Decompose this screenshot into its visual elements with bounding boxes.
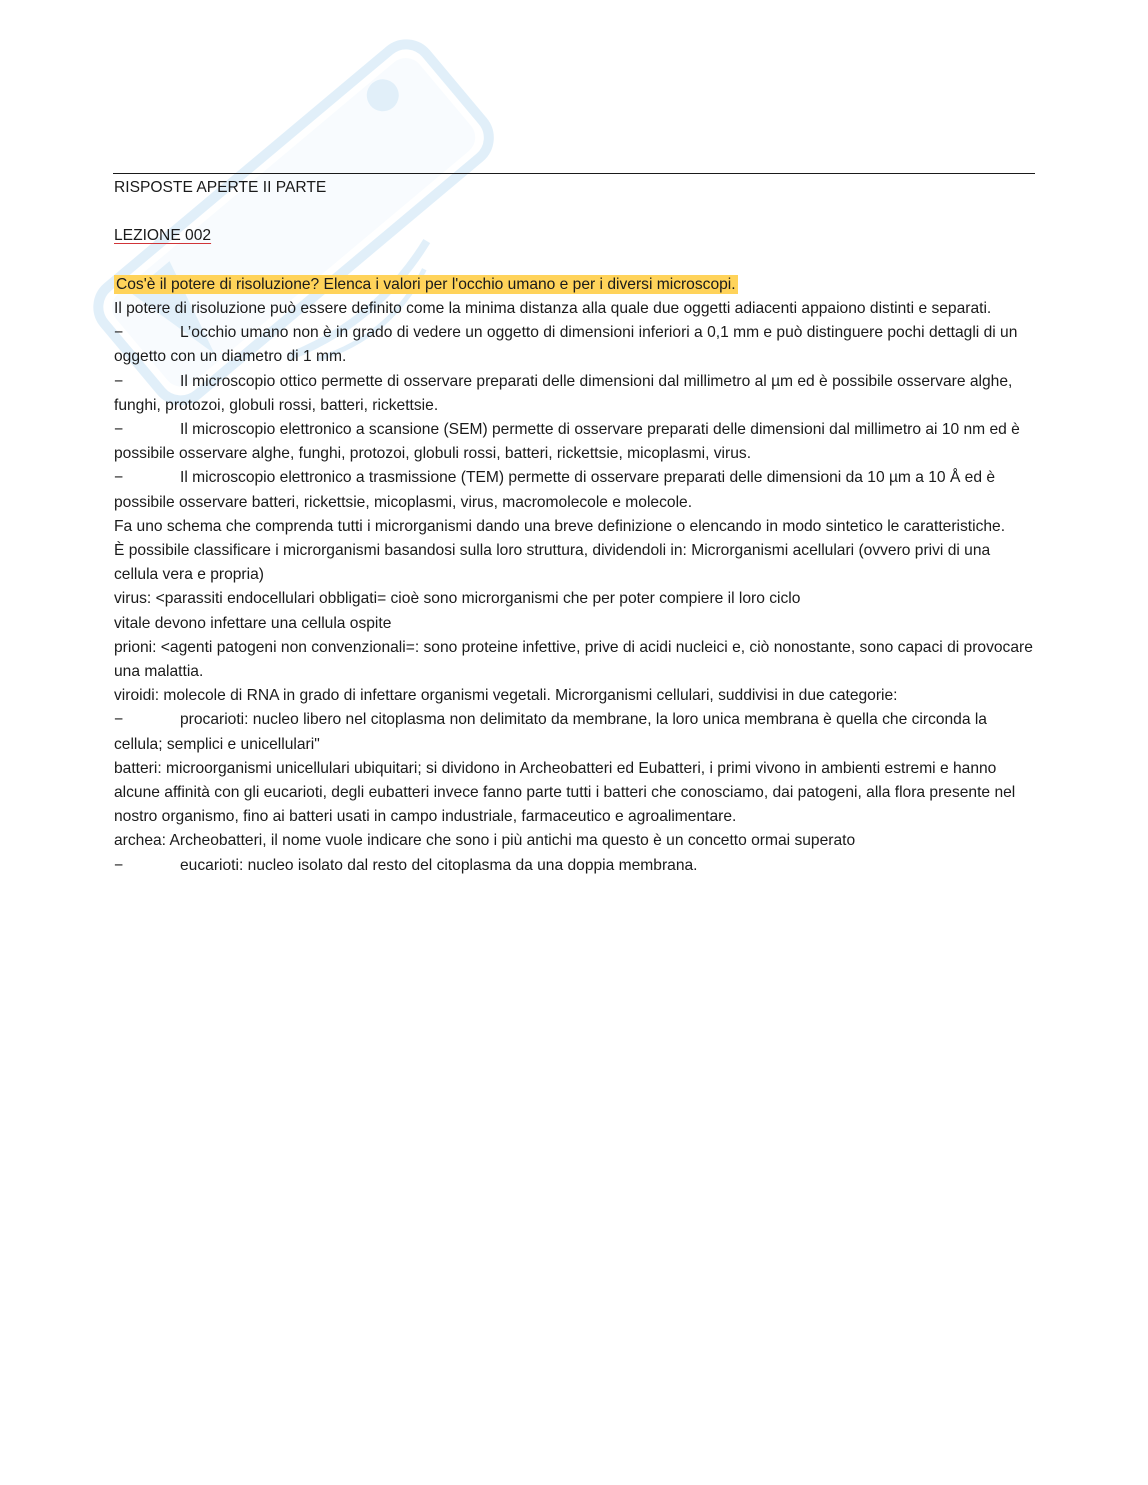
bullet-optical-text: Il microscopio ottico permette di osservare preparati delle dimensioni dal millimetro al µm ed è possibile osservare alghe, funghi, protozoi, globuli rossi, batteri, rickettsie.	[114, 372, 1013, 414]
bullet-dash: −	[114, 469, 124, 487]
paragraph-archea: archea: Archeobatteri, il nome vuole indicare che sono i più antichi ma questo è un concetto ormai superato	[114, 832, 856, 850]
paragraph-virus-2: vitale devono infettare una cellula ospite	[114, 614, 392, 632]
document-title: RISPOSTE APERTE II PARTE	[114, 179, 327, 196]
document-body	[114, 176, 1036, 878]
bullet-dash: −	[114, 856, 124, 874]
bullet-procarioti	[114, 708, 1036, 756]
bullet-eucarioti-text: eucarioti: nucleo isolato dal resto del citoplasma da una doppia membrana.	[180, 856, 698, 874]
header-rule	[113, 173, 1035, 174]
bullet-procarioti-text: procarioti: nucleo libero nel citoplasma non delimitato da membrane, la loro unica membrana è quella che circonda la cellula; semplici e unicellulari"	[114, 711, 987, 753]
bullet-dash: −	[114, 421, 124, 438]
bullet-tem	[114, 466, 1036, 514]
paragraph-virus-1: virus: <parassiti endocellulari obbligati= cioè sono microrganismi che per poter compiere il loro ciclo	[114, 590, 801, 608]
bullet-eucarioti	[114, 854, 1036, 878]
bullet-sem	[114, 418, 1036, 466]
bullet-eye	[114, 321, 1036, 369]
bullet-dash: −	[114, 711, 124, 729]
bullet-optical	[114, 370, 1036, 418]
lesson-heading: LEZIONE 002	[114, 227, 212, 245]
question-schema: Fa uno schema che comprenda tutti i microrganismi dando una breve definizione o elencando in modo sintetico le caratteristiche.	[114, 517, 1006, 535]
paragraph-prioni: prioni: <agenti patogeni non convenzionali=: sono proteine infettive, prive di acidi nucleici e, ciò nonostante, sono capaci di provocare una malattia.	[114, 638, 1033, 681]
question-resolution	[114, 273, 1036, 297]
paragraph-batteri: batteri: microorganismi unicellulari ubiquitari; si dividono in Archeobatteri ed Eubatteri, i primi vivono in ambienti estremi e hanno alcune affinità con gli eucarioti, degli eubatteri invece fanno parte tutti i batteri che conosciamo, dai patogeni, alla flora presente nel nostro organismo, fino ai batteri usati in campo industriale, farmaceutico e agroalimentare.	[114, 759, 1016, 826]
paragraph-viroidi: viroidi: molecole di RNA in grado di infettare organismi vegetali. Microrganismi cellulari, suddivisi in due categorie:	[114, 687, 898, 705]
bullet-dash: −	[114, 372, 124, 390]
bullet-eye-text: L’occhio umano non è in grado di vedere un oggetto di dimensioni inferiori a 0,1 mm e può distinguere pochi dettagli di un oggetto con un diametro di 1 mm.	[114, 324, 1018, 366]
bullet-tem-text: Il microscopio elettronico a trasmissione (TEM) permette di osservare preparati delle dimensioni da 10 µm a 10 Å ed è possibile osservare batteri, rickettsie, micoplasmi, virus, macromolecole e molecole.	[114, 469, 996, 511]
paragraph-definition: Il potere di risoluzione può essere definito come la minima distanza alla quale due oggetti adiacenti appaiono distinti e separati.	[114, 299, 992, 317]
question-highlight: Cos'è il potere di risoluzione? Elenca i valori per l'occhio umano e per i diversi microscopi.	[116, 275, 736, 293]
bullet-sem-text: Il microscopio elettronico a scansione (SEM) permette di osservare preparati delle dimensioni dal millimetro ai 10 nm ed è possibile osservare alghe, funghi, protozoi, globuli rossi, batteri, rickettsie, micoplasmi, virus.	[114, 421, 1020, 463]
paragraph-classify: È possibile classificare i microrganismi basandosi sulla loro struttura, dividendoli in: Microrganismi acellulari (ovvero privi di una cellula vera e propria)	[114, 542, 991, 584]
bullet-dash: −	[114, 324, 124, 342]
